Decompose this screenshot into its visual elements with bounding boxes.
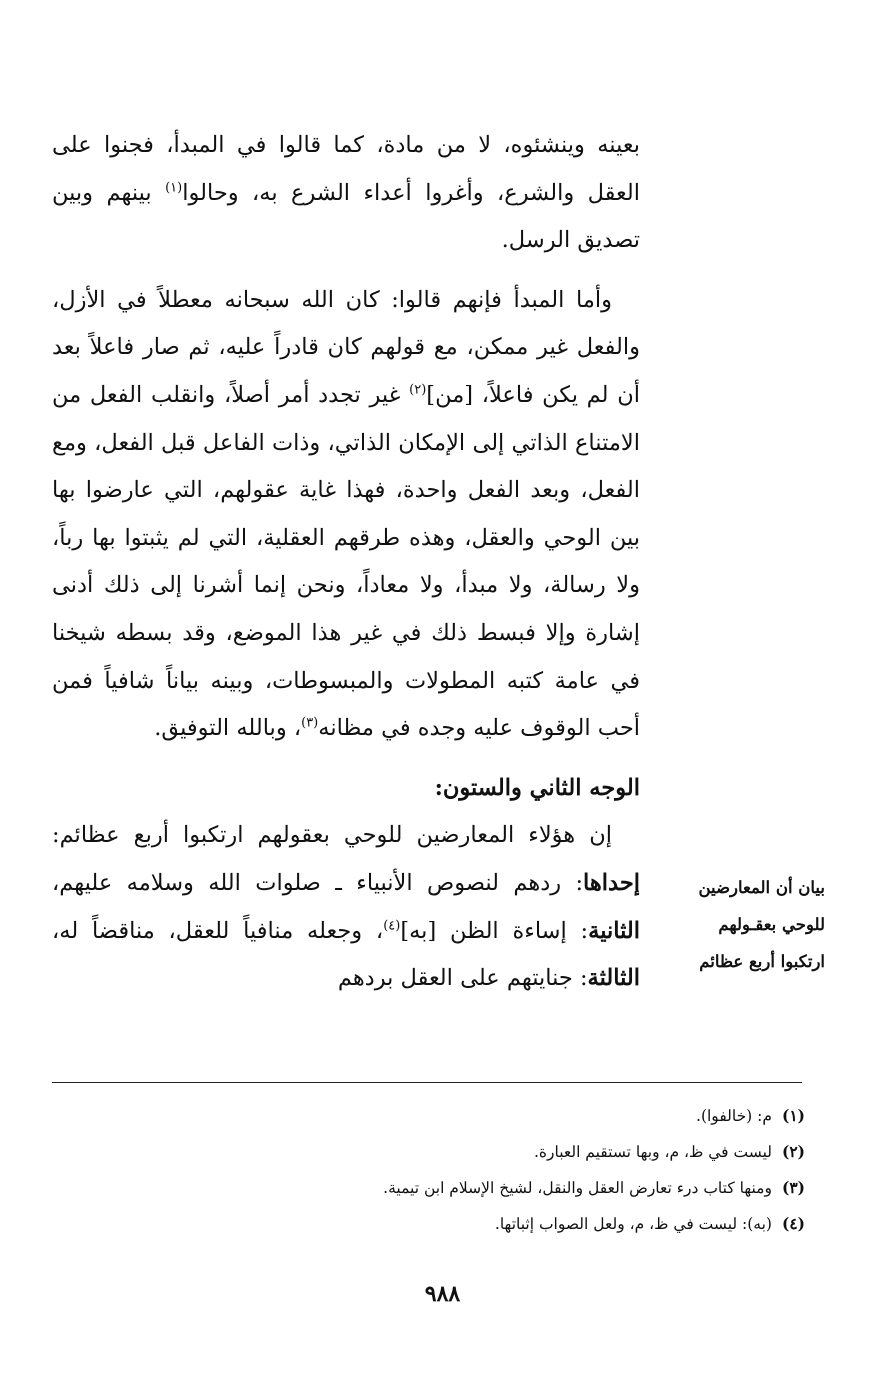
paragraph-2-text-b: غير تجدد أمر أصلاً، وانقلب الفعل من الامتناع الذاتي إلى الإمكان الذاتي، وذات الفاعل قبل الفعل، ومع الفعل، وبعد الفعل واحدة، فهذا غاية عقولهم، التي عارضوا بها بين الوحي والعقل، وهذه طرقهم العقلية، التي لم يثبتوا بها رباً، ولا رسالة، ولا مبدأ، ولا معاداً، ونحن إنما أشرنا إلى ذلك أدنى إشارة وإلا فبسط ذلك في غير هذا الموضع، وقد بسطه شيخنا في عامة كتبه المطولات والمبسوطات، وبينه بياناً شافياً فمن أحب الوقوف عليه وجده في مظانه [52, 381, 640, 742]
footnote-number: (٢) [781, 1142, 805, 1161]
footnotes [52, 1098, 805, 1242]
footnote-ref-4[interactable]: (٤) [383, 918, 401, 933]
paragraph-3-text-b: : ردهم لنصوص الأنبياء ـ صلوات الله وسلامه عليهم، [52, 869, 584, 896]
main-text [52, 122, 640, 1003]
footnote-divider [52, 1082, 802, 1083]
footnote-text: ومنها كتاب درء تعارض العقل والنقل، لشيخ الإسلام ابن تيمية. [383, 1179, 772, 1197]
paragraph-2-text-a: وأما المبدأ فإنهم قالوا: كان الله سبحانه معطلاً في الأزل، والفعل غير ممكن، مع قولهم كان قادراً عليه، ثم صار فاعلاً بعد أن لم يكن فاعلاً، [من] [52, 286, 640, 408]
footnote-text: م: (خالفوا). [696, 1107, 772, 1125]
footnote-3 [52, 1170, 805, 1206]
footnote-text: ليست في ظ، م، وبها تستقيم العبارة. [533, 1143, 772, 1161]
margin-note [665, 869, 825, 980]
margin-note-line-3: ارتكبوا أربع عظائم [699, 952, 825, 971]
first-point-label: إحداها [583, 869, 640, 896]
paragraph-3 [52, 812, 640, 1002]
footnote-2 [52, 1134, 805, 1170]
footnote-number: (١) [781, 1106, 805, 1125]
third-point-label: الثالثة [587, 965, 640, 992]
page-number: ٩٨٨ [424, 1281, 461, 1307]
second-point-label: الثانية [588, 917, 641, 944]
footnote-ref-2[interactable]: (٢) [409, 382, 427, 398]
paragraph-1-end: بينهم وبين تصديق الرسل. [52, 179, 640, 254]
footnote-number: (٣) [781, 1178, 805, 1197]
footnote-1 [52, 1098, 805, 1134]
paragraph-3-text-c: : إساءة الظن [به] [400, 917, 589, 944]
paragraph-3-text-a: إن هؤلاء المعارضين للوحي بعقولهم ارتكبوا أربع عظائم: [52, 822, 612, 849]
footnote-4 [52, 1206, 805, 1242]
paragraph-2-end: ، وبالله التوفيق. [154, 715, 302, 742]
paragraph-1-text: بعينه وينشئوه، لا من مادة، كما قالوا في المبدأ، فجنوا على العقل والشرع، وأغروا أعداء الشرع به، وحالوا [52, 132, 641, 206]
footnote-number: (٤) [781, 1214, 805, 1233]
footnote-text: (به): ليست في ظ، م، ولعل الصواب إثباتها. [494, 1215, 772, 1233]
margin-note-line-1: بيان أن المعارضين [698, 878, 825, 897]
paragraph-2 [52, 277, 640, 753]
margin-note-line-2: للوحي بعقـولهم [718, 915, 825, 934]
section-heading: الوجه الثاني والستون: [434, 774, 640, 801]
footnote-ref-1[interactable]: (١) [165, 180, 183, 196]
footnote-ref-3[interactable]: (٣) [301, 715, 319, 731]
paragraph-3-text-e: : جنايتهم على العقل بردهم [337, 965, 588, 992]
paragraph-1 [52, 122, 640, 265]
paragraph-3-text-d: ، وجعله منافياً للعقل، مناقضاً له، [52, 917, 384, 944]
